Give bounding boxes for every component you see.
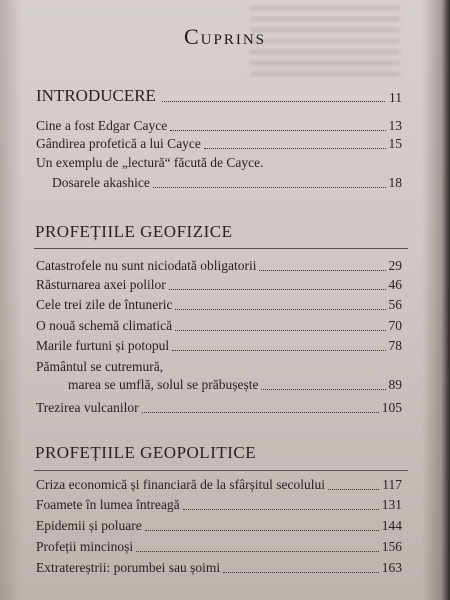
toc-entry-label: Un exemplu de „lectură“ făcută de Cayce.	[36, 155, 264, 170]
dot-leader	[175, 309, 385, 310]
toc-entry-label: Marile furtuni și potopul	[36, 338, 170, 353]
section-rule	[34, 470, 408, 471]
toc-page-number: 163	[381, 560, 402, 575]
toc-entry-label: Epidemii și poluare	[36, 518, 142, 533]
dot-leader	[170, 130, 385, 131]
toc-entry-label: Catastrofele nu sunt niciodată obligatorii	[36, 258, 257, 273]
toc-entry-label: Pământul se cutremură,	[36, 359, 164, 374]
dot-leader	[153, 187, 386, 188]
dot-leader	[142, 412, 379, 413]
toc-entry-label: O nouă schemă climatică	[36, 318, 173, 333]
dot-leader	[145, 530, 379, 531]
toc-page-number: 46	[388, 277, 402, 292]
toc-entry-label: Trezirea vulcanilor	[36, 400, 139, 415]
page-gutter-shadow	[0, 0, 22, 600]
page-title: Cuprins	[183, 24, 267, 49]
toc-entry-label: Criza economică și financiară de la sfârșitul secolului	[36, 477, 326, 492]
toc-page-number: 18	[388, 175, 402, 190]
toc-page-number: 70	[388, 318, 402, 333]
toc-entry	[36, 560, 402, 576]
toc-entry	[36, 338, 402, 354]
section-rule	[34, 248, 408, 249]
dot-leader	[328, 489, 379, 490]
toc-entry	[36, 297, 402, 313]
toc-intro-label: INTRODUCERE	[36, 86, 156, 105]
toc-page-number: 11	[389, 90, 402, 105]
toc-entry-label: Răsturnarea axei polilor	[36, 277, 166, 292]
toc-entry-label: Cele trei zile de întuneric	[36, 297, 173, 312]
toc-page-number: 131	[381, 497, 402, 512]
dot-leader	[175, 330, 385, 331]
toc-page-number: 78	[388, 338, 402, 353]
toc-entry-label: Cine a fost Edgar Cayce	[36, 118, 168, 133]
toc-page-number: 117	[382, 477, 402, 492]
toc-entry	[36, 497, 402, 513]
dot-leader	[169, 289, 386, 290]
toc-page-number: 56	[388, 297, 402, 312]
toc-entry	[36, 277, 402, 293]
toc-entry	[52, 175, 402, 191]
dot-leader	[162, 101, 385, 102]
toc-entry	[36, 118, 402, 134]
toc-entry-label: marea se umflă, solul se prăbușește	[68, 377, 259, 392]
toc-entry-label: Extratereștrii: porumbei sau șoimi	[36, 560, 221, 575]
toc-entry	[36, 318, 402, 334]
toc-page-number: 105	[381, 400, 402, 415]
toc-entry	[36, 477, 402, 493]
toc-section-heading: PROFEȚIILE GEOFIZICE	[35, 222, 233, 241]
toc-page-number: 156	[381, 539, 402, 554]
toc-entry	[36, 539, 402, 555]
page-edge-shadow	[422, 0, 450, 600]
dot-leader	[183, 509, 379, 510]
toc-entry	[68, 377, 402, 393]
dot-leader	[136, 551, 379, 552]
dot-leader	[223, 572, 379, 573]
toc-entry	[36, 518, 402, 534]
toc-entry-label: Profeții mincinoși	[36, 539, 134, 554]
dot-leader	[261, 389, 385, 390]
dot-leader	[259, 270, 385, 271]
dot-leader	[172, 350, 385, 351]
toc-entry	[36, 136, 402, 152]
toc-page-number: 13	[388, 118, 402, 133]
toc-entry	[36, 400, 402, 416]
toc-page-number: 89	[388, 377, 402, 392]
toc-entry-label: Gândirea profetică a lui Cayce	[36, 136, 201, 151]
toc-page-number: 144	[381, 518, 402, 533]
toc-page-number: 15	[388, 136, 402, 151]
dot-leader	[204, 148, 386, 149]
toc-intro-heading	[36, 86, 402, 106]
toc-section-heading: PROFEȚIILE GEOPOLITICE	[35, 443, 257, 462]
toc-entry-label: Dosarele akashice	[52, 175, 150, 190]
toc-entry	[36, 258, 402, 274]
toc-entry-label: Foamete în lumea întreagă	[36, 497, 180, 512]
toc-page-number: 29	[388, 258, 402, 273]
